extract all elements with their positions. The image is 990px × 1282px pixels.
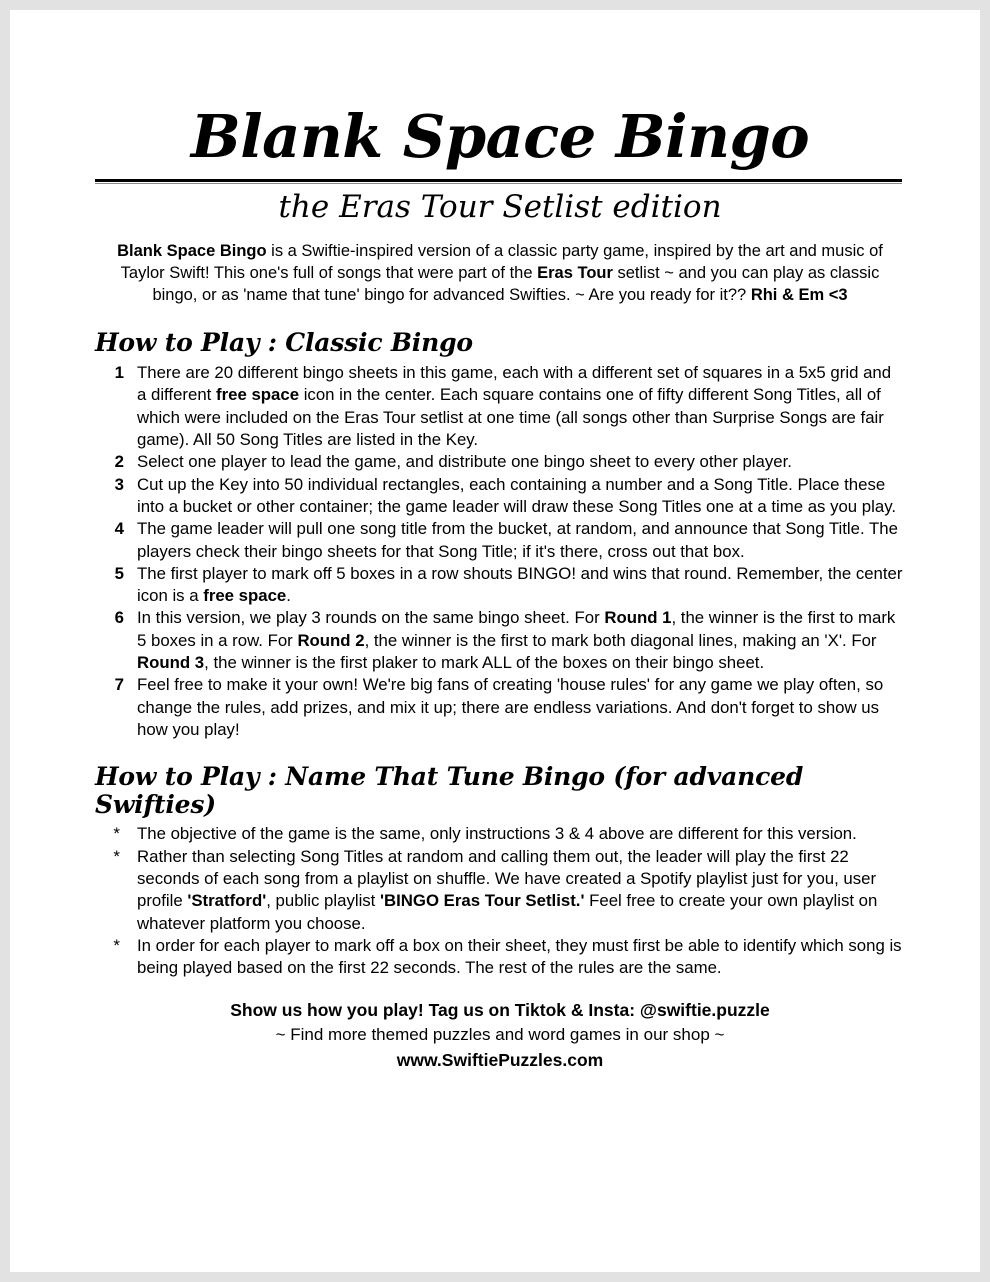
title-divider (95, 179, 902, 184)
body-text: , the winner is the first plaker to mark ALL of the boxes on their bingo sheet. (204, 653, 765, 673)
intro-bold-eras-tour: Eras Tour (537, 263, 613, 282)
list-item-marker: 3 (114, 474, 124, 494)
body-text: Feel free to make it your own! We're big fans of creating 'house rules' for any game we play often, so change the rules, add prizes, and mix it up; there are endless variations. And don't forget to show us how you play! (137, 675, 884, 740)
body-text: Select one player to lead the game, and distribute one bingo sheet to every other player. (137, 452, 792, 472)
document-page (10, 10, 980, 1272)
emphasis-text: 'BINGO Eras Tour Setlist.' (380, 891, 585, 911)
list-item-marker: 6 (114, 608, 124, 628)
body-text: There are 20 different bingo sheets in this game, each with a different set of squares in a 5x5 grid and a different (137, 362, 892, 405)
name-that-tune-instruction-list (95, 823, 905, 979)
list-item (95, 674, 905, 741)
body-text: , the winner is the first to mark 5 boxes in a row. For (137, 608, 896, 650)
emphasis-text: Round 3 (137, 653, 205, 673)
body-text: In order for each player to mark off a box on their sheet, they must first be able to identify which song is being played based on the first 22 seconds. The rest of the rules are the same. (137, 936, 902, 978)
list-item-text (137, 675, 883, 739)
list-item-text (137, 824, 857, 843)
list-item (95, 823, 905, 845)
emphasis-text: Round 2 (297, 630, 365, 650)
divider-thin-bar (95, 183, 902, 184)
body-text: Feel free to create your own playlist on whatever platform you choose. (137, 891, 878, 933)
page-subtitle: the Eras Tour Setlist edition (278, 188, 722, 225)
emphasis-text: free space (203, 586, 287, 606)
section-heading-classic-bingo: How to Play : Classic Bingo (95, 328, 473, 358)
list-item-marker: 5 (114, 563, 124, 583)
list-item-text (137, 564, 902, 605)
list-item (95, 935, 905, 980)
page-footer (95, 998, 905, 1073)
list-item-marker: * (113, 846, 120, 866)
list-item-text (137, 452, 792, 471)
emphasis-text: free space (216, 385, 300, 405)
list-item (95, 607, 905, 674)
intro-text-2: setlist ~ and you can play as classic bingo, or as 'name that tune' bingo for advanced Swifties. ~ Are you ready for it?? (152, 263, 880, 305)
list-item (95, 362, 905, 451)
section-heading-name-that-tune: How to Play : Name That Tune Bingo (for advanced Swifties) (95, 762, 804, 819)
list-item (95, 451, 905, 473)
body-text: In this version, we play 3 rounds on the same bingo sheet. For (137, 608, 605, 628)
list-item-text (137, 519, 898, 560)
list-item (95, 474, 905, 519)
list-item-text (137, 608, 895, 672)
list-item-marker: 7 (114, 675, 124, 695)
intro-paragraph (111, 240, 889, 307)
list-item (95, 563, 905, 608)
list-item-marker: 4 (114, 519, 124, 539)
list-item-marker: 1 (114, 362, 124, 382)
intro-bold-title: Blank Space Bingo (117, 241, 267, 260)
intro-bold-signature: Rhi & Em <3 (750, 286, 848, 305)
page-title: Blank Space Bingo (190, 102, 810, 171)
list-item-marker: * (113, 824, 120, 844)
body-text: . (286, 586, 291, 606)
footer-website-line: www.SwiftiePuzzles.com (396, 1049, 604, 1070)
classic-bingo-instruction-list (95, 362, 905, 742)
footer-shop-line: ~ Find more themed puzzles and word games in our shop ~ (275, 1025, 725, 1045)
list-item (95, 518, 905, 563)
list-item-marker: * (113, 936, 120, 956)
list-item-text (137, 847, 877, 933)
footer-social-line: Show us how you play! Tag us on Tiktok & Insta: @swiftie.puzzle (230, 999, 770, 1020)
body-text: The game leader will pull one song title from the bucket, at random, and announce that Song Title. The players check their bingo sheets for that Song Title; if it's there, cross out that box. (137, 519, 898, 561)
body-text: , public playlist (266, 891, 381, 911)
body-text: The objective of the game is the same, only instructions 3 & 4 above are different for this version. (137, 824, 857, 844)
body-text: icon in the center. Each square contains one of fifty different Song Titles, all of which were included on the Eras Tour setlist at one time (all songs other than Surprise Songs are fair game). All 50 Song Titles are listed in the Key. (137, 385, 884, 449)
list-item-text (137, 936, 902, 977)
document-content (95, 10, 905, 1073)
list-item-marker: 2 (114, 452, 124, 472)
emphasis-text: 'Stratford' (187, 891, 267, 911)
list-item-text (137, 475, 896, 516)
body-text: Cut up the Key into 50 individual rectangles, each containing a number and a Song Title. Place these into a bucket or other container; the game leader will draw these Song Titles one at a time as you play. (137, 474, 896, 516)
body-text: Rather than selecting Song Titles at random and calling them out, the leader will play the first 22 seconds of each song from a playlist on shuffle. We have created a Spotify playlist just for you, user profile (137, 846, 877, 911)
list-item (95, 846, 905, 935)
body-text: , the winner is the first to mark both diagonal lines, making an 'X'. For (364, 630, 877, 650)
emphasis-text: Round 1 (604, 608, 672, 628)
list-item-text (137, 363, 891, 449)
body-text: The first player to mark off 5 boxes in a row shouts BINGO! and wins that round. Remember, the center icon is a (137, 563, 903, 606)
intro-text-1: is a Swiftie-inspired version of a classic party game, inspired by the art and music of Taylor Swift! This one's full of songs that were part of the (120, 241, 883, 282)
